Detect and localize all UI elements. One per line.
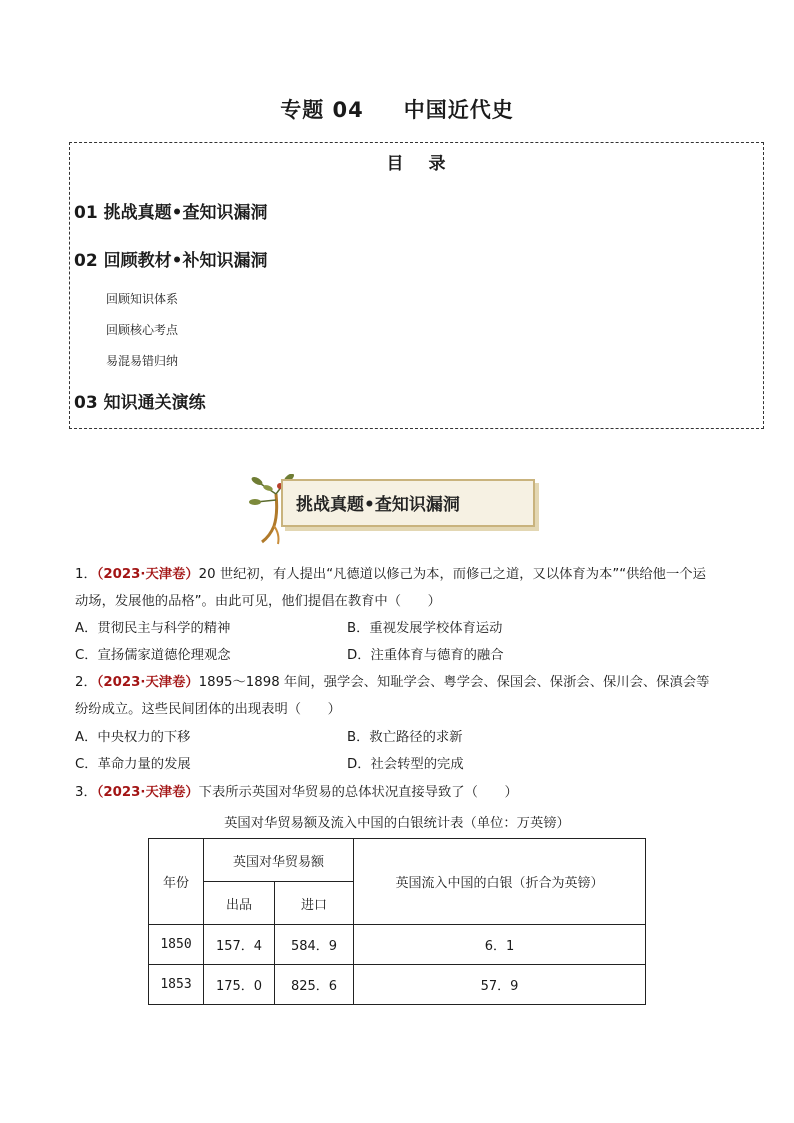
header-export: 出品 bbox=[204, 882, 275, 925]
question-number: 1． bbox=[75, 567, 97, 582]
toc-subsection-2[interactable]: 回顾核心考点 bbox=[106, 323, 179, 337]
banner-label: 挑战真题•查知识漏洞 bbox=[296, 495, 460, 515]
header-year: 年份 bbox=[149, 839, 204, 925]
toc-section-3[interactable]: 03 知识通关演练 bbox=[74, 393, 206, 413]
header-silver: 英国流入中国的白银（折合为英镑） bbox=[354, 839, 646, 925]
question-2-line-1 bbox=[75, 674, 709, 692]
question-1-option-b[interactable]: B．重视发展学校体育运动 bbox=[347, 621, 503, 636]
question-1-line-2: 动场，发展他的品格”。由此可见，他们提倡在教育中（ ） bbox=[75, 594, 441, 609]
question-2-option-c[interactable]: C．革命力量的发展 bbox=[75, 757, 191, 772]
page-title bbox=[0, 94, 794, 124]
toc-section-2[interactable]: 02 回顾教材•补知识漏洞 bbox=[74, 251, 268, 271]
table-row bbox=[149, 965, 646, 1005]
question-3-line-1 bbox=[75, 784, 518, 802]
question-source: （2023·天津卷） bbox=[96, 675, 199, 690]
cell-year: 1850 bbox=[149, 925, 204, 965]
page-title-topic: 专题 04 bbox=[280, 98, 364, 122]
header-import: 进口 bbox=[275, 882, 354, 925]
trade-table bbox=[148, 838, 646, 1005]
toc-subsection-3[interactable]: 易混易错归纳 bbox=[106, 354, 179, 368]
question-1-option-a[interactable]: A．贯彻民主与科学的精神 bbox=[75, 621, 231, 636]
question-source: （2023·天津卷） bbox=[96, 785, 199, 800]
header-trade: 英国对华贸易额 bbox=[204, 839, 354, 882]
question-1-option-d[interactable]: D．注重体育与德育的融合 bbox=[347, 648, 504, 663]
question-2-option-b[interactable]: B．救亡路径的求新 bbox=[347, 730, 463, 745]
cell-import: 584．9 bbox=[275, 925, 354, 965]
cell-silver: 6．1 bbox=[354, 925, 646, 965]
cell-import: 825．6 bbox=[275, 965, 354, 1005]
table-of-contents bbox=[69, 142, 764, 429]
toc-heading-a: 目 bbox=[386, 154, 405, 174]
question-stem: 下表所示英国对华贸易的总体状况直接导致了（ ） bbox=[198, 785, 518, 800]
page-title-name: 中国近代史 bbox=[403, 98, 514, 122]
question-1-line-1 bbox=[75, 566, 706, 584]
question-number: 3． bbox=[75, 785, 97, 800]
question-source: （2023·天津卷） bbox=[96, 567, 199, 582]
question-number: 2． bbox=[75, 675, 97, 690]
question-2-line-2: 纷纷成立。这些民间团体的出现表明（ ） bbox=[75, 702, 341, 717]
cell-export: 175．0 bbox=[204, 965, 275, 1005]
question-stem: 20 世纪初，有人提出“凡德道以修己为本，而修己之道，又以体育为本”“供给他一个运 bbox=[198, 567, 706, 582]
question-1-option-c[interactable]: C．宣扬儒家道德伦理观念 bbox=[75, 648, 231, 663]
toc-heading-b: 录 bbox=[428, 154, 447, 174]
table-row bbox=[149, 925, 646, 965]
question-stem: 1895～1898 年间，强学会、知耻学会、粤学会、保国会、保浙会、保川会、保滇会等 bbox=[198, 675, 710, 690]
question-2-option-d[interactable]: D．社会转型的完成 bbox=[347, 757, 464, 772]
section-banner bbox=[248, 474, 538, 546]
toc-heading bbox=[70, 149, 763, 174]
cell-export: 157．4 bbox=[204, 925, 275, 965]
table-caption: 英国对华贸易额及流入中国的白银统计表（单位：万英镑） bbox=[224, 816, 570, 831]
cell-silver: 57．9 bbox=[354, 965, 646, 1005]
cell-year: 1853 bbox=[149, 965, 204, 1005]
toc-subsection-1[interactable]: 回顾知识体系 bbox=[106, 292, 179, 306]
question-2-option-a[interactable]: A．中央权力的下移 bbox=[75, 730, 191, 745]
toc-section-1[interactable]: 01 挑战真题•查知识漏洞 bbox=[74, 203, 268, 223]
